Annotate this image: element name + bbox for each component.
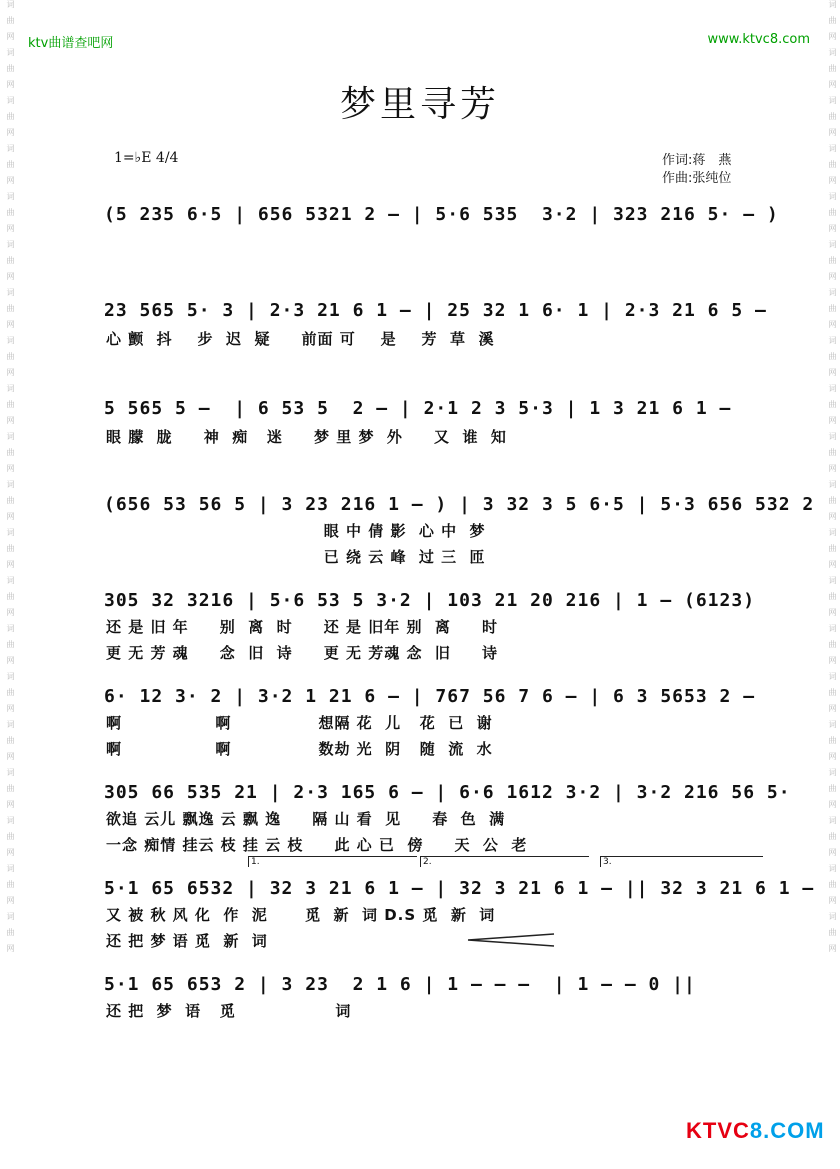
composer: 作曲:张纯位	[662, 171, 732, 186]
volta-1: 1.	[248, 856, 417, 867]
notation-line: 305 32 3216 | 5·6 53 5 3·2 | 103 21 20 216 | 1 – (6123)	[104, 590, 756, 611]
side-watermark-left: 词曲网词曲网词曲网词曲网词曲网词曲网词曲网词曲网词曲网词曲网词曲网词曲网词曲网词曲网词曲网词曲网词曲网词曲网词曲网词曲网	[6, 0, 15, 960]
site-name-left[interactable]: ktv曲谱查吧网	[28, 36, 114, 51]
site-logo[interactable]	[686, 1118, 825, 1144]
notation-line: 5·1 65 653 2 | 3 23 2 1 6 | 1 – – – | 1 – – 0 ||	[104, 974, 696, 995]
volta-2: 2.	[420, 856, 589, 867]
lyric-line: 欲追 云儿 飘逸 云 飘 逸 隔 山 看 见 春 色 满	[106, 810, 506, 828]
volta-3: 3.	[600, 856, 763, 867]
notation-line: 23 565 5· 3 | 2·3 21 6 1 – | 25 32 1 6· 1 | 2·3 21 6 5 –	[104, 300, 767, 321]
decrescendo-mark	[466, 932, 556, 948]
lyric-line: 已 绕 云 峰 过 三 匝	[106, 548, 486, 566]
lyric-line: 心 颤 抖 步 迟 疑 前面 可 是 芳 草 溪	[106, 330, 495, 348]
lyric-line: 眼 中 倩 影 心 中 梦	[106, 522, 486, 540]
lyric-line: 眼 朦 胧 神 痴 迷 梦 里 梦 外 又 谁 知	[106, 428, 507, 446]
credits	[662, 152, 731, 188]
lyric-line: 啊 啊 想隔 花 儿 花 已 谢	[106, 714, 493, 732]
site-url-right[interactable]: www.ktvc8.com	[707, 32, 810, 47]
key-signature: 1=♭E 4/4	[114, 150, 179, 166]
side-watermark-right: 词曲网词曲网词曲网词曲网词曲网词曲网词曲网词曲网词曲网词曲网词曲网词曲网词曲网词曲网词曲网词曲网词曲网词曲网词曲网词曲网	[828, 0, 837, 960]
notation-line: 5 565 5 – | 6 53 5 2 – | 2·1 2 3 5·3 | 1 3 21 6 1 –	[104, 398, 732, 419]
song-title: 梦里寻芳	[339, 84, 500, 125]
lyricist: 作词:蒋 燕	[662, 153, 732, 168]
notation-line: 5·1 65 6532 | 32 3 21 6 1 – | 32 3 21 6 1 – || 32 3 21 6 1 –	[104, 878, 815, 899]
lyric-line: 还 把 梦 语 觅 新 词	[106, 932, 268, 950]
lyric-line: 还 把 梦 语 觅 词	[106, 1002, 352, 1020]
lyric-line: 更 无 芳 魂 念 旧 诗 更 无 芳魂 念 旧 诗	[106, 644, 499, 662]
logo-part-1: KTVC	[686, 1118, 750, 1143]
lyric-line: 又 被 秋 风 化 作 泥 觅 新 词 D.S 觅 新 词	[106, 906, 496, 924]
lyric-line: 还 是 旧 年 别 离 时 还 是 旧年 别 离 时	[106, 618, 499, 636]
lyric-line: 一念 痴情 挂云 枝 挂 云 枝 此 心 已 傍 天 公 老	[106, 836, 528, 854]
notation-line: 305 66 535 21 | 2·3 165 6 – | 6·6 1612 3·2 | 3·2 216 56 5·	[104, 782, 791, 803]
notation-line: (5 235 6·5 | 656 5321 2 – | 5·6 535 3·2 | 323 216 5· – )	[104, 204, 779, 225]
notation-line: 6· 12 3· 2 | 3·2 1 21 6 – | 767 56 7 6 – | 6 3 5653 2 –	[104, 686, 756, 707]
logo-part-2: 8.COM	[749, 1118, 825, 1143]
lyric-line: 啊 啊 数劫 光 阴 随 流 水	[106, 740, 493, 758]
notation-line: (656 53 56 5 | 3 23 216 1 – ) | 3 32 3 5 6·5 | 5·3 656 532 2	[104, 494, 815, 515]
